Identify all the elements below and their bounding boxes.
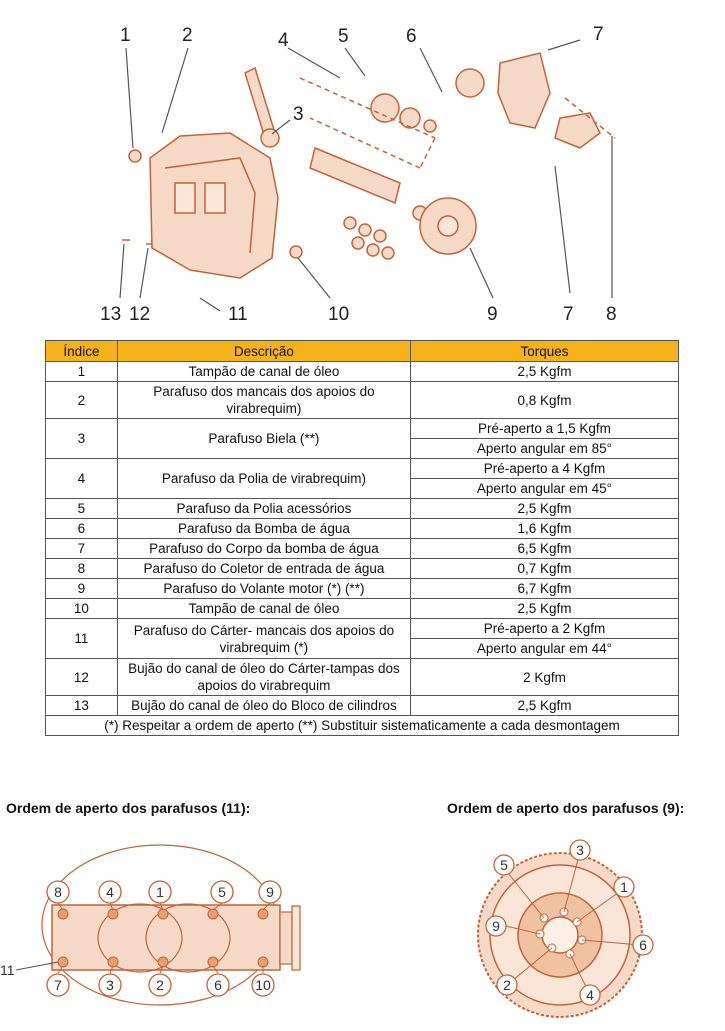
row-torque: Pré-aperto a 1,5 Kgfm bbox=[410, 419, 678, 439]
row-description: Parafuso dos mancais dos apoios do virabrequim) bbox=[117, 382, 410, 419]
torque-table bbox=[45, 340, 679, 736]
table-row bbox=[46, 696, 679, 716]
row-index: 1 bbox=[46, 362, 118, 382]
row-description: Bujão do canal de óleo do Cárter-tampas dos apoios do virabrequim bbox=[117, 659, 410, 696]
row-torque: Aperto angular em 44° bbox=[410, 639, 678, 659]
seq9-label-6: 6 bbox=[639, 937, 647, 953]
row-torque: Pré-aperto a 2 Kgfm bbox=[410, 619, 678, 639]
row-description: Parafuso da Polia acessórios bbox=[117, 499, 410, 519]
seq11-bottom-4: 6 bbox=[214, 977, 222, 993]
table-row bbox=[46, 519, 679, 539]
row-description: Parafuso do Cárter- mancais dos apoios do virabrequim (*) bbox=[117, 619, 410, 659]
seq9-label-3: 3 bbox=[576, 842, 584, 858]
row-index: 4 bbox=[46, 459, 118, 499]
callout-3: 3 bbox=[293, 104, 304, 125]
seq11-bottom-1: 7 bbox=[54, 977, 62, 993]
row-description: Parafuso Biela (**) bbox=[117, 419, 410, 459]
header-description: Descrição bbox=[117, 341, 410, 362]
row-torque: 2,5 Kgfm bbox=[410, 362, 678, 382]
row-index: 10 bbox=[46, 599, 118, 619]
callout-9: 9 bbox=[487, 304, 498, 325]
seq9-label-5: 5 bbox=[500, 857, 508, 873]
callout-7-top: 7 bbox=[593, 24, 604, 45]
seq11-top-2: 4 bbox=[106, 884, 114, 900]
row-index: 8 bbox=[46, 559, 118, 579]
sequence-right-title: Ordem de aperto dos parafusos (9): bbox=[447, 800, 685, 816]
table-footnote: (*) Respeitar a ordem de aperto (**) Substituir sistematicamente a cada desmontagem bbox=[46, 716, 679, 736]
sequence-left-title: Ordem de aperto dos parafusos (11): bbox=[6, 800, 251, 816]
row-description: Parafuso do Corpo da bomba de água bbox=[117, 539, 410, 559]
seq11-pointer-label: 11 bbox=[0, 962, 15, 978]
crankshaft-illustration bbox=[245, 68, 476, 259]
row-index: 2 bbox=[46, 382, 118, 419]
seq9-label-9: 9 bbox=[492, 918, 500, 934]
row-description: Parafuso do Coletor de entrada de água bbox=[117, 559, 410, 579]
callout-6: 6 bbox=[406, 26, 417, 47]
row-torque: 6,5 Kgfm bbox=[410, 539, 678, 559]
engine-block-illustration bbox=[122, 133, 302, 278]
table-row bbox=[46, 559, 679, 579]
row-description: Parafuso da Bomba de água bbox=[117, 519, 410, 539]
seq11-top-5: 9 bbox=[266, 884, 274, 900]
row-index: 6 bbox=[46, 519, 118, 539]
table-row bbox=[46, 362, 679, 382]
seq11-top-3: 1 bbox=[156, 884, 164, 900]
row-description: Tampão de canal de óleo bbox=[117, 362, 410, 382]
callout-1: 1 bbox=[120, 25, 131, 46]
seq11-bottom-2: 3 bbox=[106, 977, 114, 993]
callout-4: 4 bbox=[278, 30, 289, 51]
callout-2: 2 bbox=[182, 25, 193, 46]
row-index: 5 bbox=[46, 499, 118, 519]
seq11-top-1: 8 bbox=[54, 884, 62, 900]
row-index: 13 bbox=[46, 696, 118, 716]
row-torque: 6,7 Kgfm bbox=[410, 579, 678, 599]
table-row bbox=[46, 599, 679, 619]
table-row bbox=[46, 499, 679, 519]
table-row bbox=[46, 579, 679, 599]
row-index: 7 bbox=[46, 539, 118, 559]
row-index: 12 bbox=[46, 659, 118, 696]
row-torque: 2,5 Kgfm bbox=[410, 499, 678, 519]
sequence-11-diagram bbox=[0, 830, 320, 1030]
sequence-9-diagram bbox=[460, 830, 720, 1030]
callout-12: 12 bbox=[129, 304, 151, 325]
row-torque: Aperto angular em 45° bbox=[410, 479, 678, 499]
row-torque: 2,5 Kgfm bbox=[410, 599, 678, 619]
callout-13: 13 bbox=[100, 304, 122, 325]
table-row bbox=[46, 659, 679, 696]
row-description: Bujão do canal de óleo do Bloco de cilindros bbox=[117, 696, 410, 716]
table-footnote-row bbox=[46, 716, 679, 736]
table-row bbox=[46, 382, 679, 419]
callout-5: 5 bbox=[338, 26, 349, 47]
header-index: Índice bbox=[46, 341, 118, 362]
seq9-label-2: 2 bbox=[503, 977, 511, 993]
seq9-label-4: 4 bbox=[586, 987, 594, 1003]
row-torque: Aperto angular em 85° bbox=[410, 439, 678, 459]
row-torque: 1,6 Kgfm bbox=[410, 519, 678, 539]
row-torque: 2 Kgfm bbox=[410, 659, 678, 696]
callout-10: 10 bbox=[328, 304, 350, 325]
row-torque: 2,5 Kgfm bbox=[410, 696, 678, 716]
row-description: Tampão de canal de óleo bbox=[117, 599, 410, 619]
row-torque: Pré-aperto a 4 Kgfm bbox=[410, 459, 678, 479]
row-torque: 0,7 Kgfm bbox=[410, 559, 678, 579]
row-description: Parafuso do Volante motor (*) (**) bbox=[117, 579, 410, 599]
callout-8: 8 bbox=[606, 304, 617, 325]
row-torque: 0,8 Kgfm bbox=[410, 382, 678, 419]
water-pump-illustration bbox=[456, 53, 615, 148]
table-row bbox=[46, 459, 679, 479]
callout-7-bottom: 7 bbox=[563, 304, 574, 325]
table-row bbox=[46, 419, 679, 439]
seq11-bottom-3: 2 bbox=[156, 977, 164, 993]
row-index: 9 bbox=[46, 579, 118, 599]
seq9-label-1: 1 bbox=[620, 879, 628, 895]
header-torque: Torques bbox=[410, 341, 678, 362]
row-description: Parafuso da Polia de virabrequim) bbox=[117, 459, 410, 499]
table-row bbox=[46, 619, 679, 639]
row-index: 11 bbox=[46, 619, 118, 659]
table-header-row bbox=[46, 341, 679, 362]
seq11-top-4: 5 bbox=[218, 884, 226, 900]
seq11-bottom-5: 10 bbox=[255, 977, 271, 993]
table-row bbox=[46, 539, 679, 559]
row-index: 3 bbox=[46, 419, 118, 459]
engine-exploded-diagram bbox=[40, 8, 700, 328]
callout-11: 11 bbox=[228, 304, 248, 325]
